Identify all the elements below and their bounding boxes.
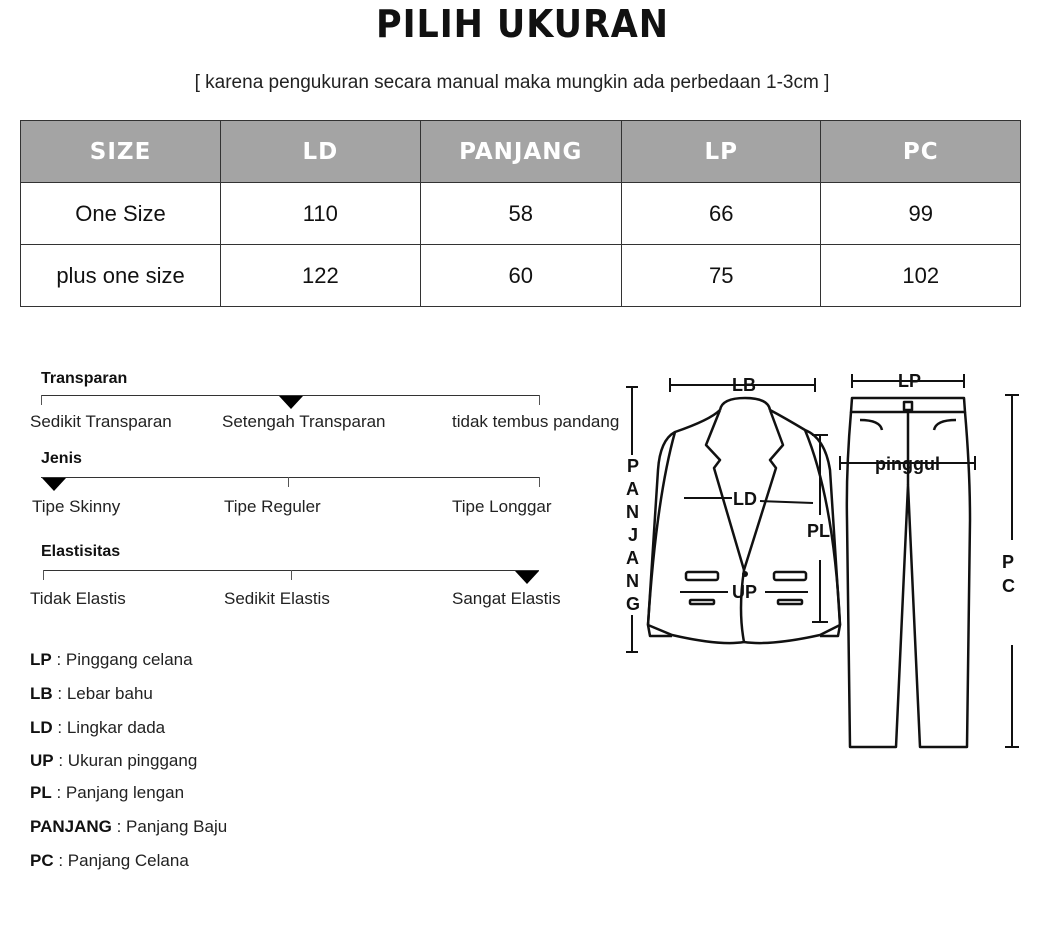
scale-tick (41, 395, 42, 405)
table-cell: 102 (821, 245, 1021, 307)
legend-item: PC : Panjang Celana (30, 851, 189, 870)
table-cell: 122 (221, 245, 421, 307)
elastisitas-label-low: Tidak Elastis (30, 589, 126, 608)
legend-item: PANJANG : Panjang Baju (30, 817, 228, 836)
jenis-title: Jenis (41, 450, 82, 467)
jenis-marker-icon (42, 478, 66, 491)
elastisitas-label-high: Sangat Elastis (452, 589, 561, 608)
pl-label: PL (807, 521, 831, 541)
dimension-lines (626, 374, 1019, 747)
elastisitas-title: Elastisitas (41, 543, 121, 560)
svg-text:J: J (628, 525, 639, 545)
scale-tick (288, 477, 289, 487)
header-pc: PC (821, 121, 1021, 183)
garment-measurement-diagram (620, 360, 1030, 760)
up-label: UP (732, 582, 758, 602)
header-ld: LD (221, 121, 421, 183)
size-table (20, 120, 1021, 307)
ld-label: LD (733, 489, 757, 509)
scale-tick (291, 570, 292, 580)
transparan-label-low: Sedikit Transparan (30, 412, 172, 431)
table-row (21, 245, 1021, 307)
jenis-label-high: Tipe Longgar (452, 497, 552, 516)
svg-text:A: A (626, 479, 639, 499)
legend-item: LB : Lebar bahu (30, 684, 153, 703)
jenis-label-mid: Tipe Reguler (224, 497, 321, 516)
svg-text:P: P (627, 456, 640, 476)
svg-text:P: P (1002, 552, 1015, 572)
table-cell: plus one size (21, 245, 221, 307)
table-cell: 58 (420, 183, 621, 245)
elastisitas-label-mid: Sedikit Elastis (224, 589, 330, 608)
legend-item: LD : Lingkar dada (30, 718, 166, 737)
scale-tick (43, 570, 44, 580)
table-cell: 66 (621, 183, 820, 245)
transparan-marker-icon (279, 396, 303, 409)
legend-item: PL : Panjang lengan (30, 783, 185, 802)
trousers-outline-icon (847, 398, 970, 747)
scale-tick (539, 477, 540, 487)
size-table-header (21, 121, 1021, 183)
table-cell: 99 (821, 183, 1021, 245)
transparan-label-high: tidak tembus pandang (452, 412, 620, 431)
transparan-label-mid: Setengah Transparan (222, 412, 386, 431)
table-row (21, 183, 1021, 245)
table-cell: 75 (621, 245, 820, 307)
elastisitas-marker-icon (515, 571, 539, 584)
svg-text:C: C (1002, 576, 1015, 596)
scale-tick (539, 395, 540, 405)
svg-text:N: N (626, 571, 639, 591)
lb-label: LB (732, 375, 756, 395)
pinggul-label: pinggul (875, 454, 940, 474)
legend-item: LP : Pinggang celana (30, 650, 193, 669)
transparan-title: Transparan (41, 370, 128, 387)
measurement-note: [ karena pengukuran secara manual maka mungkin ada perbedaan 1-3cm ] (194, 72, 830, 93)
jenis-scale-line (41, 477, 539, 478)
header-lp: LP (621, 121, 820, 183)
table-cell: One Size (21, 183, 221, 245)
header-size: SIZE (21, 121, 221, 183)
page-title: PILIH UKURAN (376, 2, 669, 46)
svg-text:N: N (626, 502, 639, 522)
table-cell: 110 (221, 183, 421, 245)
svg-text:G: G (626, 594, 641, 614)
legend-item: UP : Ukuran pinggang (30, 751, 198, 770)
lp-label: LP (898, 371, 922, 391)
pc-vertical-label (1002, 552, 1015, 596)
jenis-label-low: Tipe Skinny (32, 497, 121, 516)
table-cell: 60 (420, 245, 621, 307)
header-panjang: PANJANG (420, 121, 621, 183)
svg-text:A: A (626, 548, 639, 568)
panjang-vertical-label (626, 456, 640, 614)
